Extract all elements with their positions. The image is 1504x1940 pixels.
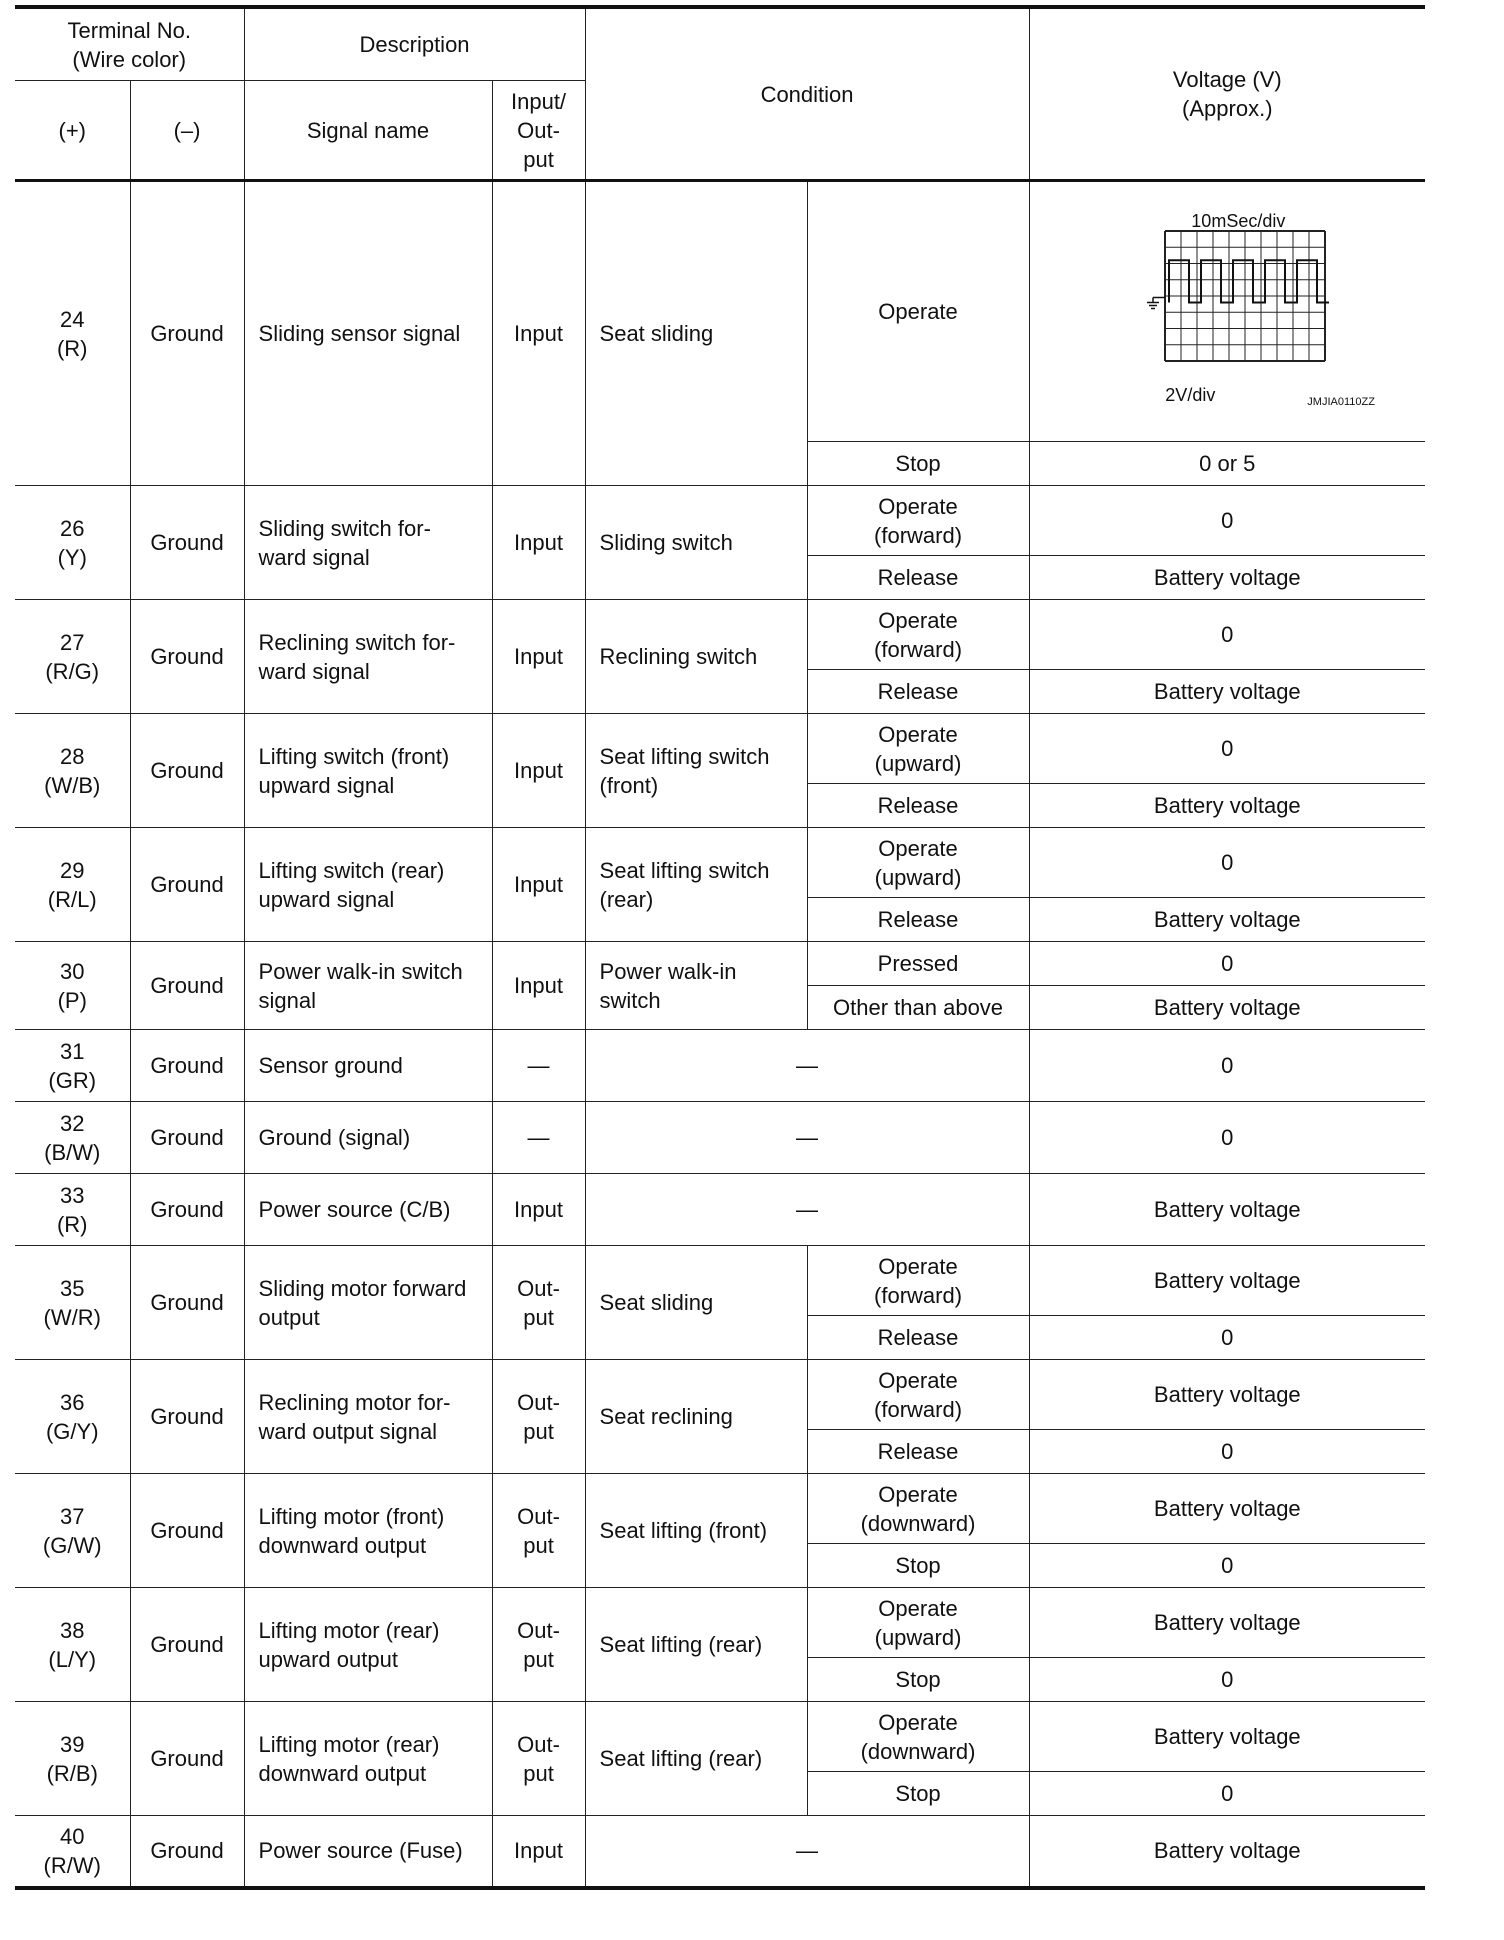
condition-cell-text: Power walk-in switch	[599, 958, 737, 1013]
signal-name-cell-text: Lifting motor (front) downward output	[258, 1503, 445, 1558]
voltage-cell-text: 0	[1221, 1053, 1234, 1078]
negative-terminal-cell	[130, 828, 244, 942]
voltage-cell	[1029, 714, 1425, 784]
terminal-cell	[15, 1174, 130, 1246]
condition-state-cell	[807, 942, 1029, 986]
terminal-cell-text: 32 (B/W)	[44, 1110, 101, 1165]
input-output-cell	[492, 1174, 585, 1246]
input-output-cell	[492, 1360, 585, 1474]
condition-cell-text: Seat reclining	[599, 1404, 733, 1429]
signal-name-cell-text: Sliding switch for- ward signal	[258, 515, 431, 570]
condition-state-cell-text: Operate (upward)	[874, 835, 962, 890]
voltage-cell	[1029, 181, 1425, 442]
time-division-label: 10mSec/div	[1191, 211, 1286, 231]
terminal-cell-text: 40 (R/W)	[43, 1823, 101, 1878]
signal-name-cell	[244, 1588, 492, 1702]
table-body	[15, 181, 1425, 1888]
negative-terminal-cell	[130, 486, 244, 600]
terminal-cell-text: 33 (R)	[56, 1182, 88, 1237]
header-condition: Condition	[585, 7, 1029, 181]
voltage-cell-text: 0	[1221, 1325, 1234, 1350]
terminal-cell	[15, 1474, 130, 1588]
condition-state-cell-text: Operate (forward)	[874, 1367, 963, 1422]
ground-icon	[1147, 298, 1165, 309]
input-output-cell	[492, 1816, 585, 1888]
input-output-cell-text: Out- put	[517, 1275, 560, 1330]
voltage-cell-text: 0	[1221, 1667, 1234, 1692]
negative-terminal-cell	[130, 1102, 244, 1174]
signal-name-cell-text: Sensor ground	[258, 1053, 403, 1078]
negative-terminal-cell	[130, 1588, 244, 1702]
condition-state-cell	[807, 556, 1029, 600]
negative-terminal-cell	[130, 942, 244, 1030]
signal-name-cell-text: Sliding motor forward output	[258, 1275, 467, 1330]
input-output-cell	[492, 714, 585, 828]
condition-state-cell-text: Operate (upward)	[874, 721, 962, 776]
voltage-cell-text: Battery voltage	[1153, 1197, 1301, 1222]
condition-cell	[585, 942, 807, 1030]
voltage-cell	[1029, 1702, 1425, 1772]
negative-terminal-cell	[130, 1246, 244, 1360]
input-output-cell-text: —	[527, 1053, 550, 1078]
input-output-cell	[492, 1588, 585, 1702]
terminal-cell	[15, 1360, 130, 1474]
voltage-cell	[1029, 1772, 1425, 1816]
condition-state-cell-text: Release	[877, 679, 959, 704]
condition-cell-text: —	[796, 1197, 819, 1222]
input-output-cell	[492, 600, 585, 714]
voltage-cell	[1029, 1246, 1425, 1316]
terminal-cell	[15, 181, 130, 486]
header-voltage: Voltage (V) (Approx.)	[1029, 7, 1425, 181]
condition-state-cell-text: Operate (downward)	[860, 1709, 976, 1764]
header-input-output: Input/ Out- put	[492, 81, 585, 181]
header-minus: (–)	[130, 81, 244, 181]
negative-terminal-cell-text: Ground	[150, 1404, 224, 1429]
signal-name-cell-text: Sliding sensor signal	[258, 321, 461, 346]
input-output-cell-text: Input	[514, 758, 563, 783]
terminal-table	[15, 5, 1425, 1890]
terminal-cell-text: 27 (R/G)	[45, 629, 100, 684]
negative-terminal-cell-text: Ground	[150, 530, 224, 555]
terminal-cell	[15, 1102, 130, 1174]
condition-state-cell	[807, 600, 1029, 670]
negative-terminal-cell	[130, 1360, 244, 1474]
condition-cell-text: Seat sliding	[599, 1290, 714, 1315]
input-output-cell	[492, 1702, 585, 1816]
signal-name-cell	[244, 1702, 492, 1816]
input-output-cell-text: Input	[514, 1838, 563, 1864]
terminal-cell	[15, 486, 130, 600]
voltage-cell	[1029, 1102, 1425, 1174]
input-output-cell	[492, 486, 585, 600]
terminal-cell	[15, 600, 130, 714]
condition-cell	[585, 1174, 1029, 1246]
voltage-cell	[1029, 828, 1425, 898]
signal-name-cell	[244, 942, 492, 1030]
input-output-cell-text: Out- put	[517, 1617, 560, 1672]
voltage-cell-text: Battery voltage	[1153, 1496, 1301, 1521]
condition-cell-text: Seat lifting (rear)	[599, 1746, 763, 1771]
negative-terminal-cell-text: Ground	[150, 1838, 224, 1864]
terminal-cell	[15, 1588, 130, 1702]
condition-cell-text: Seat lifting switch (front)	[599, 743, 770, 798]
input-output-cell	[492, 1030, 585, 1102]
condition-cell-text: —	[796, 1125, 819, 1150]
negative-terminal-cell-text: Ground	[150, 1746, 224, 1771]
header-signal-name: Signal name	[244, 81, 492, 181]
condition-state-cell	[807, 784, 1029, 828]
input-output-cell	[492, 1474, 585, 1588]
header-plus: (+)	[15, 81, 130, 181]
condition-state-cell-text: Operate (downward)	[860, 1481, 976, 1536]
condition-state-cell-text: Operate (forward)	[874, 607, 963, 662]
negative-terminal-cell	[130, 600, 244, 714]
condition-cell	[585, 1102, 1029, 1174]
condition-state-cell	[807, 486, 1029, 556]
negative-terminal-cell	[130, 1030, 244, 1102]
terminal-cell	[15, 714, 130, 828]
input-output-cell	[492, 828, 585, 942]
figure-code: JMJIA0110ZZ	[1307, 396, 1375, 408]
condition-cell	[585, 486, 807, 600]
terminal-cell-text: 38 (L/Y)	[48, 1617, 97, 1672]
condition-cell-text: Sliding switch	[599, 530, 733, 555]
voltage-cell-text: Battery voltage	[1153, 679, 1301, 704]
voltage-cell-text: Battery voltage	[1153, 995, 1301, 1020]
table-row	[15, 1030, 1425, 1102]
condition-state-cell	[807, 898, 1029, 942]
voltage-cell-text: 0	[1221, 850, 1234, 875]
voltage-cell	[1029, 670, 1425, 714]
signal-name-cell-text: Lifting motor (rear) upward output	[258, 1617, 440, 1672]
signal-name-cell-text: Power source (C/B)	[258, 1197, 451, 1222]
voltage-cell-text: 0	[1221, 508, 1234, 533]
condition-state-cell-text: Operate	[878, 299, 958, 324]
condition-state-cell	[807, 828, 1029, 898]
condition-state-cell	[807, 986, 1029, 1030]
condition-cell-text: Seat lifting switch (rear)	[599, 857, 770, 912]
condition-state-cell-text: Stop	[895, 1781, 941, 1806]
signal-name-cell-text: Power walk-in switch signal	[258, 958, 463, 1013]
condition-state-cell-text: Operate (upward)	[874, 1595, 962, 1650]
voltage-cell-text: Battery voltage	[1153, 1382, 1301, 1407]
input-output-cell-text: Out- put	[517, 1503, 560, 1558]
input-output-cell-text: Input	[514, 1197, 563, 1222]
condition-cell	[585, 1474, 807, 1588]
voltage-cell-text: Battery voltage	[1153, 907, 1301, 932]
condition-cell-text: Seat lifting (rear)	[599, 1632, 763, 1657]
signal-name-cell	[244, 1174, 492, 1246]
voltage-cell-text: Battery voltage	[1153, 1610, 1301, 1635]
table-row	[15, 942, 1425, 986]
negative-terminal-cell-text: Ground	[150, 1632, 224, 1657]
condition-cell-text: —	[796, 1838, 819, 1864]
condition-cell-text: Seat sliding	[599, 321, 714, 346]
negative-terminal-cell-text: Ground	[150, 1290, 224, 1315]
input-output-cell-text: Input	[514, 973, 563, 998]
voltage-cell	[1029, 1430, 1425, 1474]
voltage-cell	[1029, 1316, 1425, 1360]
voltage-cell-text: Battery voltage	[1153, 1268, 1301, 1293]
condition-cell	[585, 1702, 807, 1816]
terminal-cell	[15, 1702, 130, 1816]
voltage-cell	[1029, 1658, 1425, 1702]
voltage-cell	[1029, 1544, 1425, 1588]
voltage-cell	[1029, 1816, 1425, 1888]
table-row	[15, 1702, 1425, 1772]
condition-cell	[585, 828, 807, 942]
condition-cell	[585, 1816, 1029, 1888]
terminal-cell-text: 31 (GR)	[48, 1038, 97, 1093]
negative-terminal-cell	[130, 1174, 244, 1246]
condition-cell	[585, 1246, 807, 1360]
negative-terminal-cell	[130, 181, 244, 486]
negative-terminal-cell-text: Ground	[150, 321, 224, 346]
condition-state-cell	[807, 1246, 1029, 1316]
terminal-cell-text: 35 (W/R)	[43, 1275, 101, 1330]
condition-cell	[585, 600, 807, 714]
signal-name-cell-text: Reclining motor for- ward output signal	[258, 1389, 451, 1444]
signal-name-cell-text: Lifting switch (rear) upward signal	[258, 857, 445, 912]
condition-state-cell	[807, 1430, 1029, 1474]
signal-name-cell	[244, 714, 492, 828]
header-terminal: Terminal No. (Wire color)	[15, 7, 244, 81]
voltage-cell-text: Battery voltage	[1153, 565, 1301, 590]
terminal-cell-text: 37 (G/W)	[42, 1503, 102, 1558]
signal-name-cell	[244, 181, 492, 486]
condition-state-cell-text: Stop	[895, 1553, 941, 1578]
condition-state-cell	[807, 1772, 1029, 1816]
terminal-cell-text: 28 (W/B)	[44, 743, 101, 798]
terminal-spec-sheet	[15, 5, 1425, 1890]
terminal-cell-text: 39 (R/B)	[46, 1731, 98, 1786]
table-row	[15, 181, 1425, 442]
input-output-cell	[492, 1102, 585, 1174]
condition-state-cell	[807, 1474, 1029, 1544]
table-row	[15, 600, 1425, 670]
negative-terminal-cell-text: Ground	[150, 1197, 224, 1222]
voltage-cell-text: 0	[1221, 1439, 1234, 1464]
condition-state-cell	[807, 442, 1029, 486]
voltage-cell-text: 0	[1221, 622, 1234, 647]
terminal-cell	[15, 1030, 130, 1102]
condition-cell	[585, 181, 807, 486]
negative-terminal-cell	[130, 714, 244, 828]
voltage-cell	[1029, 898, 1425, 942]
voltage-cell-text: 0	[1221, 1125, 1234, 1150]
voltage-cell	[1029, 600, 1425, 670]
input-output-cell-text: —	[527, 1125, 550, 1150]
voltage-cell-text: 0	[1221, 1553, 1234, 1578]
voltage-cell	[1029, 942, 1425, 986]
signal-name-cell	[244, 1360, 492, 1474]
input-output-cell-text: Input	[514, 872, 563, 897]
negative-terminal-cell	[130, 1474, 244, 1588]
table-row	[15, 1174, 1425, 1246]
voltage-cell-text: 0	[1221, 736, 1234, 761]
negative-terminal-cell-text: Ground	[150, 973, 224, 998]
condition-state-cell-text: Operate (forward)	[874, 1253, 963, 1308]
table-row	[15, 1588, 1425, 1658]
header-description: Description	[244, 7, 585, 81]
voltage-cell-text: Battery voltage	[1153, 1724, 1301, 1749]
condition-cell	[585, 714, 807, 828]
voltage-cell-text: Battery voltage	[1153, 1838, 1301, 1864]
signal-name-cell	[244, 1816, 492, 1888]
input-output-cell-text: Input	[514, 644, 563, 669]
condition-state-cell-text: Release	[877, 907, 959, 932]
negative-terminal-cell-text: Ground	[150, 1518, 224, 1543]
voltage-cell	[1029, 1030, 1425, 1102]
signal-name-cell	[244, 600, 492, 714]
terminal-cell-text: 30 (P)	[57, 958, 87, 1013]
signal-name-cell-text: Reclining switch for- ward signal	[258, 629, 456, 684]
table-row	[15, 714, 1425, 784]
voltage-cell	[1029, 986, 1425, 1030]
input-output-cell-text: Input	[514, 321, 563, 346]
negative-terminal-cell-text: Ground	[150, 872, 224, 897]
input-output-cell	[492, 1246, 585, 1360]
negative-terminal-cell	[130, 1816, 244, 1888]
voltage-cell	[1029, 1360, 1425, 1430]
condition-state-cell	[807, 1658, 1029, 1702]
voltage-cell-text: Battery voltage	[1153, 793, 1301, 818]
condition-state-cell-text: Release	[877, 565, 959, 590]
voltage-cell	[1029, 1588, 1425, 1658]
terminal-cell-text: 29 (R/L)	[47, 857, 97, 912]
table-row	[15, 1816, 1425, 1888]
voltage-cell	[1029, 784, 1425, 828]
condition-state-cell	[807, 714, 1029, 784]
condition-cell	[585, 1030, 1029, 1102]
signal-name-cell	[244, 1246, 492, 1360]
oscilloscope-waveform	[1077, 201, 1377, 415]
terminal-cell-text: 24 (R)	[56, 306, 88, 361]
condition-state-cell	[807, 1360, 1029, 1430]
input-output-cell	[492, 942, 585, 1030]
negative-terminal-cell-text: Ground	[150, 1053, 224, 1078]
condition-state-cell	[807, 1702, 1029, 1772]
negative-terminal-cell-text: Ground	[150, 758, 224, 783]
table-row	[15, 1360, 1425, 1430]
terminal-cell	[15, 1246, 130, 1360]
voltage-cell	[1029, 1174, 1425, 1246]
voltage-cell-text: 0 or 5	[1199, 451, 1256, 476]
table-row	[15, 828, 1425, 898]
input-output-cell	[492, 181, 585, 486]
table-row	[15, 486, 1425, 556]
voltage-cell-text: 0	[1221, 951, 1234, 976]
condition-state-cell	[807, 1544, 1029, 1588]
condition-state-cell-text: Release	[877, 793, 959, 818]
condition-state-cell	[807, 1588, 1029, 1658]
signal-name-cell-text: Lifting motor (rear) downward output	[258, 1731, 440, 1786]
condition-cell	[585, 1588, 807, 1702]
voltage-division-label: 2V/div	[1165, 385, 1216, 405]
table-row	[15, 1474, 1425, 1544]
negative-terminal-cell	[130, 1702, 244, 1816]
signal-name-cell	[244, 1474, 492, 1588]
negative-terminal-cell-text: Ground	[150, 1125, 224, 1150]
negative-terminal-cell-text: Ground	[150, 644, 224, 669]
voltage-cell	[1029, 442, 1425, 486]
terminal-cell	[15, 942, 130, 1030]
signal-name-cell	[244, 1102, 492, 1174]
condition-cell	[585, 1360, 807, 1474]
signal-name-cell	[244, 486, 492, 600]
terminal-cell-text: 26 (Y)	[57, 515, 87, 570]
voltage-cell	[1029, 1474, 1425, 1544]
terminal-cell	[15, 1816, 130, 1888]
condition-cell-text: Seat lifting (front)	[599, 1518, 768, 1543]
condition-cell-text: Reclining switch	[599, 644, 758, 669]
terminal-cell-text: 36 (G/Y)	[45, 1389, 99, 1444]
input-output-cell-text: Out- put	[517, 1389, 560, 1444]
voltage-cell-text: 0	[1221, 1781, 1234, 1806]
signal-name-cell-text: Ground (signal)	[258, 1125, 411, 1150]
condition-cell-text: —	[796, 1053, 819, 1078]
condition-state-cell	[807, 670, 1029, 714]
condition-state-cell-text: Pressed	[877, 951, 959, 976]
condition-state-cell-text: Release	[877, 1439, 959, 1464]
input-output-cell-text: Input	[514, 530, 563, 555]
condition-state-cell-text: Release	[877, 1325, 959, 1350]
condition-state-cell-text: Stop	[895, 451, 941, 476]
signal-name-cell	[244, 1030, 492, 1102]
table-row	[15, 1246, 1425, 1316]
condition-state-cell-text: Other than above	[833, 995, 1004, 1020]
signal-name-cell-text: Power source (Fuse)	[258, 1838, 463, 1864]
input-output-cell-text: Out- put	[517, 1731, 560, 1786]
condition-state-cell	[807, 181, 1029, 442]
voltage-cell	[1029, 486, 1425, 556]
condition-state-cell-text: Stop	[895, 1667, 941, 1692]
signal-name-cell-text: Lifting switch (front) upward signal	[258, 743, 450, 798]
condition-state-cell-text: Operate (forward)	[874, 493, 963, 548]
condition-state-cell	[807, 1316, 1029, 1360]
terminal-cell	[15, 828, 130, 942]
signal-name-cell	[244, 828, 492, 942]
voltage-cell	[1029, 556, 1425, 600]
table-row	[15, 1102, 1425, 1174]
